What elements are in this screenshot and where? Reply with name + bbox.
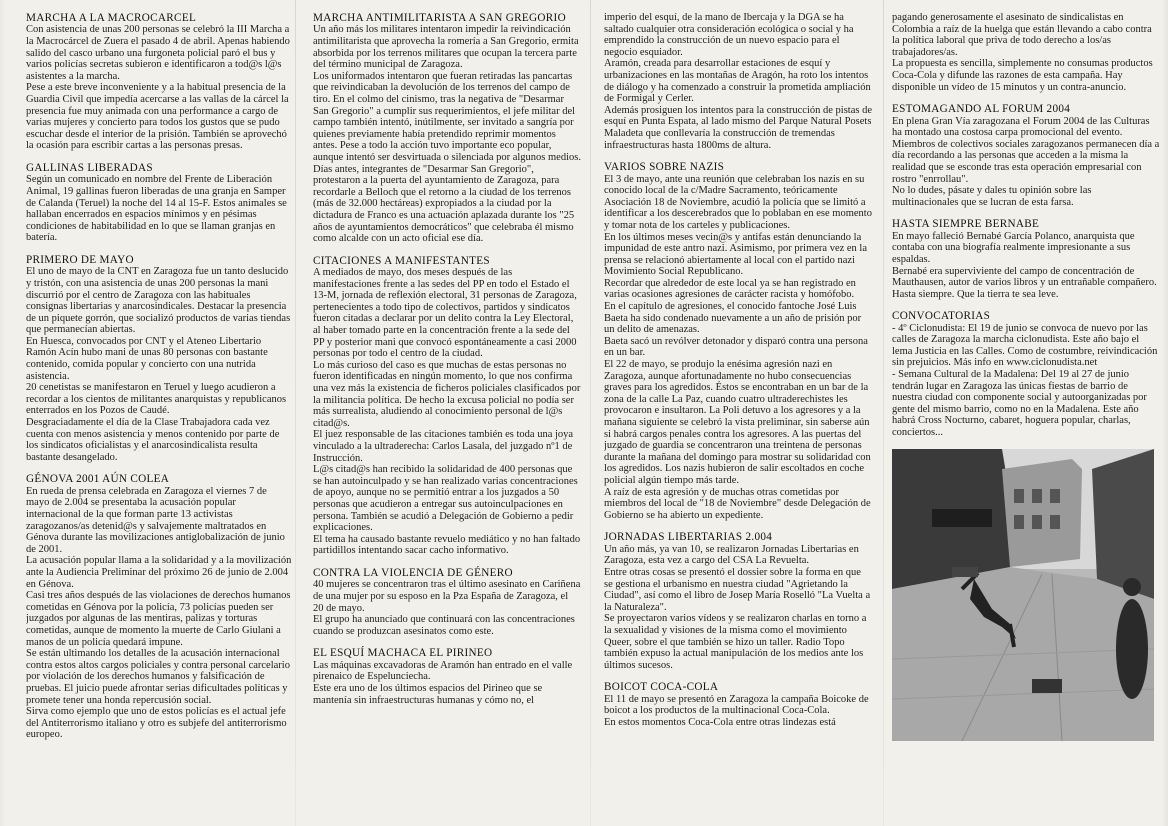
article-paragraph: Pese a este breve inconveniente y a la habitual presencia de la Guardia Civil que impedía acercarse a las vallas de la cárcel la presencia fue muy animada con una performance a cargo de varias mujeres y concierto para todos los gustos que se pudo escuchar desde el interior de la prisión. También se aprovechó la ocasión para escribir cartas a las personas presas. [26,82,289,152]
article-paragraph: Según un comunicado en nombre del Frente de Liberación Animal, 19 gallinas fueron liberadas de una granja en Samper de Calanda (Teruel) la noche del 14 al 15-F. Estos animales se hallaban encerrados en espacios mínimos y en pésimas condiciones de habitabilidad en lo que se llaman granjas en batería. [26,174,287,244]
article-title: ESTOMAGANDO AL FORUM 2004 [892,103,1071,116]
article-paragraph: En los últimos meses vecin@s y antifas están denunciando la impunidad de este antro nazi. Asimismo, por primera vez en la prensa se relacionó abiertamente al local con el partido nazi Movimiento Social Republicano. [604,231,868,278]
article-paragraph: La propuesta es sencilla, simplemente no consumas productos Coca-Cola y difunde las razones de esta campaña. Hay disponible un vídeo de 15 minutos y un contra-anuncio. [892,58,1153,93]
article-title: VARIOS SOBRE NAZIS [604,161,725,174]
article [313,647,581,706]
article-paragraph: A mediados de mayo, dos meses después de las manifestaciones frente a las sedes del PP en todo el Estado el 13-M, jornada de reflexión electoral, 31 personas de Zaragoza, pertenecientes a todo tipo de colectivos, partidos y sindicatos fueron citadas a declarar por un delito contra la Ley Electoral, al haber tomado parte en la concentración frente a la sede del PP y posterior mani que convocó espontáneamente a casi 2000 personas por todo el centro de la ciudad. [313,267,577,360]
article [313,255,581,557]
article [604,681,872,728]
article-paragraph: Casi tres años después de las violaciones de derechos humanos cometidas en Génova por la policía, 73 policías pueden ser juzgados por algunas de las mentiras, palizas y torturas cometidas, aunque de momento la muerte de Carlo Giulani a manos de un policía quedará impune. [26,590,291,648]
article-paragraph: Hasta siempre. Que la tierra te sea leve. [892,288,1059,300]
article-paragraph: Entre otras cosas se presentó el dossier sobre la forma en que se gestiona el urbanismo en nuestra ciudad "Agrietando la Ciudad", así como el libro de Josep María Roselló "La Vuelta a la Naturaleza". [604,566,871,613]
fold-line [590,0,591,826]
article-paragraph: 20 cenetistas se manifestaron en Teruel y luego acudieron a recordar a los cientos de militantes anarquistas y republicanos enterrados en los Pozos de Caudé. [26,382,287,417]
article-paragraph: Sirva como ejemplo que uno de estos policías es el actual jefe del Antiterrorismo italiano y otro es subjefe del antiterrorismo europeo. [26,706,287,741]
article-paragraph: El 3 de mayo, ante una reunión que celebraban los nazis en su conocido local de la c/Madre Sacramento, teóricamente Asociación 18 de Noviembre, acudió la policía que se limitó a identificar a los descerebrados que lo poblaban en ese momento y tomar nota de los carteles y publicaciones. [604,173,872,231]
fold-line [295,0,296,826]
article [26,12,292,152]
article-paragraph: Lo más curioso del caso es que muchas de estas personas no fueron identificadas en ningún momento, lo que nos confirma una vez más la existencia de ficheros policiales clasificados por la militancia política. De hecho la excusa policial no podía ser más surrealista, aludiendo al conocimiento personal de l@s citad@s. [313,359,581,429]
article-title: CONVOCATORIAS [892,310,991,323]
article-title: HASTA SIEMPRE BERNABE [892,218,1040,231]
article-title: EL ESQUÍ MACHACA EL PIRINEO [313,647,493,660]
article-paragraph: Bernabé era superviviente del campo de concentración de Mauthausen, autor de varios libros y un entrañable compañero. [892,265,1157,289]
article [604,531,872,671]
article-paragraph: Miembros de colectivos sociales zaragozanos permanecen día a día recordando a las personas que acceden a la misma la realidad que se esconde tras esta operación empresarial con rostro "enrrollau". [892,138,1160,185]
article-paragraph: Baeta sacó un revólver detonador y disparó contra una persona en un bar. [604,335,868,359]
article-paragraph: En estos momentos Coca-Cola entre otras lindezas está [604,716,836,728]
article-paragraph: Recordar que alrededor de este local ya se han registrado en varias ocasiones agresiones de carácter racista y homófobo. [604,277,856,301]
article-paragraph: Los uniformados intentaron que fueran retiradas las pancartas que reivindicaban la devolución de los terrenos del campo de tiro. En el colmo del cinismo, tras la negativa de "Desarmar San Gregorio" a cumplir sus requerimientos, el jefe militar del campo también intentó, inútilmente, ser invitado a sangría por quienes previamente había pretendido reprimir momentos antes. Pese a todo la acción tuvo importante eco popular, aunque intentó ser desvirtuada o silenciada por algunos medios. [313,70,581,163]
fold-line [883,0,884,826]
article-paragraph: A raíz de esta agresión y de muchas otras cometidas por miembros del local de "18 de Noviembre" desde Delegación de Gobierno se ha abierto un expediente. [604,486,871,521]
article [892,12,1160,93]
article-paragraph: Se están ultimando los detalles de la acusación internacional contra estos altos cargos policiales y contra personal carcelario por violación de los derechos humanos y falsificación de pruebas. El juicio puede afrontar serias dificultades políticas y promete tener una honda repercusión social. [26,648,290,706]
article-paragraph: El juez responsable de las citaciones también es toda una joya vinculado a la ultraderecha: Carlos Lasala, del juzgado nº1 de Instrucción. [313,429,574,464]
article-title: MARCHA ANTIMILITARISTA A SAN GREGORIO [313,12,566,24]
article [26,162,292,244]
article-paragraph: Las máquinas excavadoras de Aramón han entrado en el valle pirenaico de Espelunciecha. [313,659,573,683]
article [604,12,872,151]
article-paragraph: En Huesca, convocados por CNT y el Ateneo Libertario Ramón Acín hubo mani de unas 80 personas con bastante contenido, comida popular y concierto con una nutrida asistencia. [26,335,268,382]
column-1 [26,12,292,816]
article-paragraph: 40 mujeres se concentraron tras el último asesinato en Cariñena de una mujer por su esposo en la Pza España de Zaragoza, el 20 de mayo. [313,579,581,614]
article-title: BOICOT COCA-COLA [604,681,719,694]
article [313,12,581,245]
article-paragraph: L@s citad@s han recibido la solidaridad de 400 personas que se han autoinculpado y se han realizado varias concentraciones de apoyo, aunque no se permitió entrar a los juzgados a 50 personas que acudieron a entregar sus autoinculpaciones en persona. También se acudió a Delegación de Gobierno a pedir explicaciones. [313,464,578,534]
article-title: PRIMERO DE MAYO [26,253,134,266]
article-paragraph: En el capítulo de agresiones, el conocido fantoche José Luis Baeta ha sido condenado nuevamente a un año de prisión por un delito de amenazas. [604,301,862,336]
article-paragraph: Este era uno de los últimos espacios del Pirineo que se mantenía sin infraestructuras humanas y cómo no, el [313,682,543,706]
article-paragraph: Aramón, creada para desarrollar estaciones de esquí y urbanizaciones en las montañas de Aragón, ha roto los intentos de diálogo y ha comenzado a construir la prometida ampliación de Formigal y Cerler. [604,58,871,105]
article-title: GALLINAS LIBERADAS [26,161,153,174]
article-paragraph: El grupo ha anunciado que continuará con las concentraciones cuando se produzcan asesinatos como este. [313,614,575,637]
article-paragraph: El 22 de mayo, se produjo la enésima agresión nazi en Zaragoza, aunque afortunadamente no hubo consecuencias graves para los agredidos. Éstos se encontraban en un bar de la zona de la calle La Paz, cuando cuatro ultraderechistes les provocaron e insultaron. La Poli detuvo a los agresores y a la mañana siguiente se celebró la vista preliminar, sin saberse aún si habrá cargos penales contra los agresores. A las puertas del juzgado de guardia se concentraron una treintena de personas durante la mañana del domingo para mostrar su solidaridad con los agredidos. Los nazis hubieron de salir escoltados en coche policial algún tiempo más tarde. [604,359,871,486]
column-2 [313,12,581,816]
article [604,161,872,521]
article [892,218,1160,300]
article-paragraph: - 4º Ciclonudista: El 19 de junio se convoca de nuevo por las calles de Zaragoza la marcha ciclonudista. Este año bajo el lema Justicia en las Calles. Como de costumbre, reivindicación sin prejuicios. Más info en www.ciclonudista.net [892,322,1158,369]
column-3 [604,12,872,816]
article-paragraph: En plena Gran Vía zaragozana el Forum 2004 de las Culturas ha montado una costosa carpa promocional del evento. [892,115,1150,139]
article-paragraph: Además prosiguen los intentos para la construcción de pistas de esquí en Punta Espata, al lado mismo del Parque Natural Posets Maladeta que conllevaría la construcción de tremendas infraestructuras hasta 1800ms de altura. [604,104,872,151]
article-paragraph: En mayo falleció Bernabé García Polanco, anarquista que contaba con una biografía realmente impresionante a sus espaldas. [892,230,1135,265]
article [892,103,1160,208]
street-scene-photo [892,449,1154,741]
article-paragraph: Un año más, ya van 10, se realizaron Jornadas Libertarias en Zaragoza, esta vez a cargo del CSA La Revuelta. [604,543,859,567]
article-paragraph: Un año más los militares intentaron impedir la reivindicación antimilitarista que aprovecha la romería a San Gregorio, ermita absorbida por los terrenos militares que ocupan la tercera parte del término municipal de Zaragoza. [313,24,579,71]
article-paragraph: - Semana Cultural de la Madalena: Del 19 al 27 de junio tendrán lugar en Zaragoza las únicas fiestas de barrio de nuestra ciudad con componente social y autoorganizadas por gente del mismo barrio, como no en la Madalena. Este año habrá Cross Nocturno, cabaret, hoguera popular, charlas, conciertos... [892,369,1147,439]
article-paragraph: Días antes, integrantes de "Desarmar San Gregorio", protestaron a la puerta del ayuntamiento de Zaragoza, para recordarle a Belloch que el retorno a la ciudad de los terrenos (más de 32.000 hectáreas) expropiados a la ciudad por la dictadura de Franco es una actuación aplazada durante los "25 años de ayuntamientos democráticos" que celebraba él mismo como alcalde con un acto oficial ese día. [313,163,575,245]
article-paragraph: En rueda de prensa celebrada en Zaragoza el viernes 7 de mayo de 2.004 se presentaba la acusación popular internacional de la que forman parte 13 activistas zaragozanos/as detenid@s y salvajemente maltratados en Génova durante las movilizaciones antiglobalización de junio de 2001. [26,485,285,555]
article-paragraph: Con asistencia de unas 200 personas se celebró la III Marcha a la Macrocárcel de Zuera el pasado 4 de abril. Apenas habiendo salido del casco urbano una furgoneta policial paró el bus y varios policías secretas subieron e identificaron a tod@s l@s asistentes a la marcha. [26,24,290,82]
article-title: CONTRA LA VIOLENCIA DE GÉNERO [313,566,513,579]
article-paragraph: La acusación popular llama a la solidaridad y a la movilización ante la Audiencia Preliminar del próximo 26 de junio de 2.004 en Génova. [26,555,292,590]
article-paragraph: El tema ha causado bastante revuelo mediático y no han faltado partidillos intentando sacar cacho informativo. [313,533,581,557]
article-paragraph: imperio del esquí, de la mano de Ibercaja y la DGA se ha saltado cualquier otra consideración ecológica o social y ha emprendido la construcción de un nuevo espacio para el negocio esquiador. [604,12,854,58]
article [313,567,581,637]
article [26,254,292,464]
article-paragraph: No lo dudes, pásate y dales tu opinión sobre las multinacionales que se lucran de esta farsa. [892,185,1092,208]
article [26,473,292,740]
article-title: CITACIONES A MANIFESTANTES [313,254,490,267]
article [892,310,1160,438]
article-title: JORNADAS LIBERTARIAS 2.004 [604,531,773,544]
article-paragraph: Se proyectaron varios vídeos y se realizaron charlas en torno a la sexualidad y visiones de la misma como el movimiento Queer, sobre el que también se hizo un taller. Radio Topo también expuso la actual manipulación de los medios ante los últimos sucesos. [604,613,867,671]
article-title: GÉNOVA 2001 AÚN COLEA [26,473,170,486]
column-4 [892,12,1160,816]
article-paragraph: pagando generosamente el asesinato de sindicalistas en Colombia a raíz de la huelga que están llevando a cabo contra la política laboral que priva de todo derecho a los/as trabajadores/as. [892,12,1152,58]
article-paragraph: El 11 de mayo se presentó en Zaragoza la campaña Boicoke de boicot a los productos de la multinacional Coca-Cola. [604,693,869,717]
article-title: MARCHA A LA MACROCARCEL [26,12,197,24]
article-paragraph: Desgraciadamente el día de la Clase Trabajadora cada vez cuenta con menos asistencia y menos contenido por parte de los sindicatos oficialistas y el anarcosindicalista resulta bastante desangelado. [26,417,280,463]
article-paragraph: El uno de mayo de la CNT en Zaragoza fue un tanto deslucido y tristón, con una asistencia de unas 200 personas la mani discurrió por el centro de Zaragoza con las habituales consignas libertarias y anarcosindicales. Destacar la presencia de un piquete gorrón, que socializó productos de varias tiendas que permanecían abiertas. [26,266,291,336]
